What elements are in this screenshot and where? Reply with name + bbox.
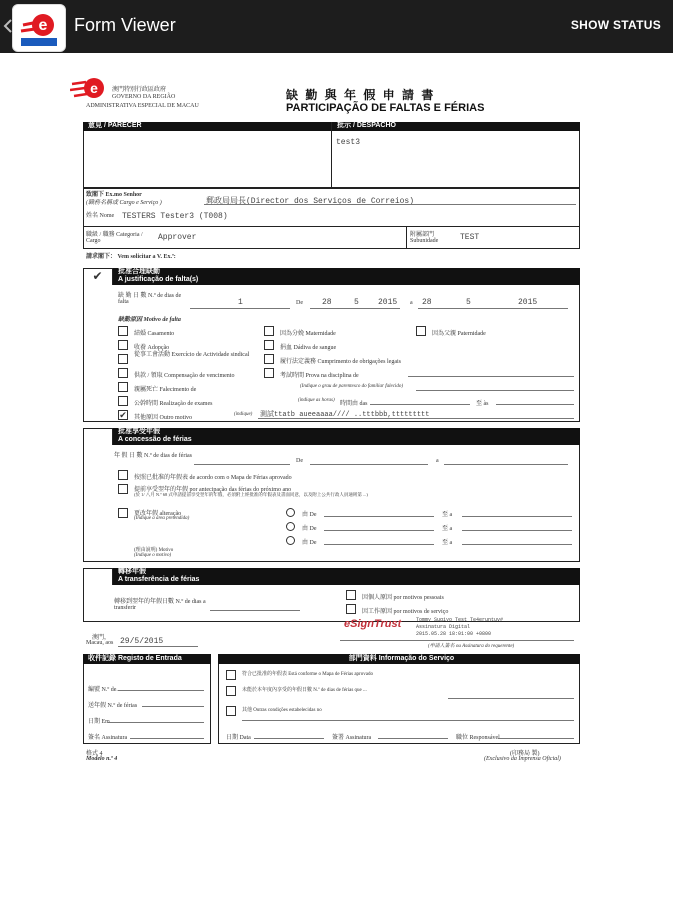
ferias-periodo-radio-2[interactable] xyxy=(286,522,295,531)
despacho-header: 批示 / DESPACHO xyxy=(332,122,580,131)
faltas-num-label: 缺 勤 日 數 N.º de dias de falta xyxy=(118,293,182,305)
ferias-periodo-a-1: 至 a xyxy=(442,512,453,518)
falta-falecimento-note: (Indique o grau de parentesco do familiar falecido) xyxy=(300,384,403,389)
servico-opt3-line xyxy=(242,720,574,721)
ferias-periodo-a-2: 至 a xyxy=(442,526,453,532)
falta-paternidade-checkbox[interactable] xyxy=(416,326,426,336)
transfer-servico-checkbox[interactable] xyxy=(346,604,356,614)
ferias-num-line xyxy=(194,464,290,465)
servico-opt3-label: 其他 Outras condições estabelecidas no xyxy=(242,708,322,713)
form-title-cn: 缺 勤 與 年 假 申 請 書 xyxy=(286,88,436,102)
ferias-periodo-de-1: 由 De xyxy=(302,512,317,518)
servico-box xyxy=(218,654,580,744)
falta-prova-label: 考試時間 Prova na disciplina de xyxy=(280,373,359,379)
transfer-header-pt: A transferência de férias xyxy=(113,576,580,585)
registo-line-1 xyxy=(118,690,204,691)
registo-line-2 xyxy=(142,706,204,707)
ferias-a-line xyxy=(444,464,568,465)
falta-falecimento-line xyxy=(416,390,574,391)
servico-assinatura-line xyxy=(378,738,448,739)
faltas-header-cn: 批准合理缺勤 xyxy=(113,268,580,276)
servico-data-line xyxy=(254,738,324,739)
subunidade-divider xyxy=(406,226,407,249)
ferias-periodo-de-2: 由 De xyxy=(302,526,317,532)
ferias-alteracao-note: (Indique a área pretendida) xyxy=(134,516,190,521)
faltas-header-pt: A justificação de falta(s) xyxy=(113,276,580,285)
imprensa-label: (Exclusivo da Imprensa Oficial) xyxy=(484,756,561,762)
date-value: 29/5/2015 xyxy=(120,637,164,646)
transfer-header-cn: 轉移年假 xyxy=(113,568,580,576)
transfer-num-label: 轉移到翌年的年假日數 N.º de dias a transferir xyxy=(114,599,206,611)
subunidade-label: 附屬部門 Subunidade xyxy=(410,232,439,244)
ferias-checkbox[interactable] xyxy=(83,428,113,445)
falta-prova-checkbox[interactable] xyxy=(264,368,274,378)
falta-maternidade-label: 因為分娩 Maternidade xyxy=(280,331,336,337)
faltas-num-line xyxy=(190,308,290,309)
emacau-logo-icon xyxy=(13,5,65,51)
ferias-antecipacao-checkbox[interactable] xyxy=(118,484,128,494)
person-divider xyxy=(83,226,580,227)
ferias-a-label: a xyxy=(436,458,439,464)
ferias-periodo-de-line-3 xyxy=(324,544,434,545)
exmo-label: 致閣下 Ex.mo Senhor xyxy=(86,192,142,198)
falta-obrigacoes-label: 履行法定義務 Cumprimento de obrigações legais xyxy=(280,359,401,365)
form-document xyxy=(78,62,583,772)
show-status-button[interactable]: SHOW STATUS xyxy=(570,18,661,32)
falta-vencimento-label: 供款 / 領取 Compensação de vencimento xyxy=(134,373,235,379)
app-logo[interactable] xyxy=(12,4,66,52)
modelo-label: Modelo n.º 4 xyxy=(86,756,118,762)
falta-falecimento-label: 親屬死亡 Falecimento de xyxy=(134,387,197,393)
falta-exames-note: (indique as horas) xyxy=(298,398,335,403)
falta-casamento-checkbox[interactable] xyxy=(118,326,128,336)
ferias-periodo-radio-1[interactable] xyxy=(286,508,295,517)
falta-outro-label: 其他原因 Outro motivo xyxy=(134,415,192,421)
faltas-num-value: 1 xyxy=(238,298,243,307)
cargo-label: (職務名稱或 Cargo e Serviço ) xyxy=(86,200,162,206)
falta-horas-line xyxy=(370,404,470,405)
falta-sindical-checkbox[interactable] xyxy=(118,354,128,364)
falta-adopcao-checkbox[interactable] xyxy=(118,340,128,350)
servico-header: 部門資料 Informação do Serviço xyxy=(218,654,580,664)
servico-data-label: 日期 Data xyxy=(226,735,251,741)
falta-obrigacoes-checkbox[interactable] xyxy=(264,354,274,364)
falta-prova-line xyxy=(408,376,574,377)
ferias-header-pt: A concessão de férias xyxy=(113,436,580,445)
cargo-line xyxy=(204,204,576,205)
svg-text:e: e xyxy=(38,17,48,34)
falta-as-label: 至 às xyxy=(476,401,489,407)
ferias-mapa-label: 按照已批准的年假表 de acordo com o Mapa de Férias aprovado xyxy=(134,475,292,481)
svg-text:e: e xyxy=(90,80,98,96)
signature-line xyxy=(340,640,574,641)
categoria-value: Approver xyxy=(158,233,197,242)
falta-vencimento-checkbox[interactable] xyxy=(118,368,128,378)
imprensa-cn: (印務局 製) xyxy=(510,751,540,757)
ferias-periodo-de-line-2 xyxy=(324,530,434,531)
falta-exames-checkbox[interactable] xyxy=(118,396,128,406)
falta-sangue-checkbox[interactable] xyxy=(264,340,274,350)
falta-paternidade-label: 因為父親 Paternidade xyxy=(432,331,486,337)
faltas-de-year: 2015 xyxy=(378,298,398,307)
date-label-cn: 澳門， xyxy=(92,635,111,641)
parecer-header: 意見 / PARECER xyxy=(83,122,332,131)
form-title-pt: PARTICIPAÇÃO DE FALTAS E FÉRIAS xyxy=(286,102,485,114)
servico-responsavel-label: 職位 Responsável xyxy=(456,735,500,741)
gov-name-cn: 澳門特別行政區政府 xyxy=(112,87,167,93)
falta-outro-note: (indique) xyxy=(234,412,253,417)
gov-name-pt2: ADMINISTRATIVA ESPECIAL DE MACAU xyxy=(86,103,199,109)
falta-exames-label: 公幹時間 Realização de exames xyxy=(134,401,213,407)
nome-label: 姓名 Nome xyxy=(86,213,115,219)
faltas-de-month: 5 xyxy=(354,298,359,307)
faltas-de-line xyxy=(310,308,400,309)
registo-header: 收件記錄 Registo de Entrada xyxy=(83,654,211,664)
falta-sangue-label: 捐血 Dádiva de sangue xyxy=(280,345,337,351)
ferias-periodo-de-line-1 xyxy=(324,516,434,517)
vem-solicitar: 請求閣下： Vem solicitar a V. Ex.ª: xyxy=(86,254,176,260)
ferias-header-cn: 批准享受年假 xyxy=(113,428,580,436)
transfer-checkbox[interactable] xyxy=(83,568,113,585)
signature-caption: (申請人簽名 ou Assinatura do requerente) xyxy=(428,644,515,649)
transfer-num-line xyxy=(210,610,300,611)
ferias-de-line xyxy=(310,464,428,465)
subunidade-value: TEST xyxy=(460,233,480,242)
falta-falecimento-checkbox[interactable] xyxy=(118,382,128,392)
servico-opt2-checkbox[interactable] xyxy=(226,686,236,696)
cargo-value: 郵政局局長(Director dos Serviços de Correios) xyxy=(206,197,415,206)
servico-opt1-checkbox[interactable] xyxy=(226,670,236,680)
esigntrust-logo: eSignTrust xyxy=(344,618,402,630)
transfer-servico-label: 因工作原因 por motivos de serviço xyxy=(362,609,449,615)
servico-responsavel-line xyxy=(498,738,574,739)
registo-line-4 xyxy=(130,738,204,739)
faltas-checkbox[interactable]: ✔ xyxy=(83,268,113,285)
categoria-label: 職級 / 職務 Categoria / Cargo xyxy=(86,232,143,244)
transfer-pessoais-label: 因個人原因 por motivos pessoais xyxy=(362,595,444,601)
ferias-periodo-a-3: 至 a xyxy=(442,540,453,546)
modelo-cn: 格式 4 xyxy=(86,751,103,757)
falta-casamento-label: 結婚 Casamento xyxy=(134,331,175,337)
falta-outro-value: 測試ttatb aueeaaaa//// ..tttbbb,ttttttttt xyxy=(260,411,430,419)
macau-emblem-icon xyxy=(70,72,108,104)
falta-horas-label: 時間由 das xyxy=(340,401,368,407)
faltas-de-label: De xyxy=(296,300,303,306)
signature-line2: Assinatura Digital xyxy=(416,624,471,630)
servico-opt2-label: 未能於本年度內享受的年假日數 N.º de dias de férias que ... xyxy=(242,688,367,693)
falta-adopcao-label: 收養 Adopção xyxy=(134,345,170,351)
ferias-periodo-radio-3[interactable] xyxy=(286,536,295,545)
ferias-motivo-note: (Indique o motivo) xyxy=(134,553,172,558)
ferias-antecipacao-label: 提前享受翌年的年假 por antecipação das férias do próximo ano xyxy=(134,487,292,493)
falta-as-line xyxy=(496,404,574,405)
faltas-motivo-label: 缺勤原因 Motivo de falta xyxy=(118,317,181,323)
registo-field-1: 編號 N.º de... xyxy=(88,687,121,693)
servico-opt1-label: 符合已批准的年假表 Está conforme o Mapa de Férias aprovado xyxy=(242,672,373,677)
servico-assinatura-label: 簽署 Assinatura xyxy=(332,735,372,741)
ferias-periodo-de-3: 由 De xyxy=(302,540,317,546)
ferias-antecipacao-note: (於 1/ 八月 N.º 68 式申請提前享受翌年的年假，必須附上經批准的年假表及書面同意，以及附上公共行政人員通則第 ...) xyxy=(134,492,368,497)
falta-maternidade-checkbox[interactable] xyxy=(264,326,274,336)
parecer-divider xyxy=(331,122,332,188)
falta-outro-line xyxy=(258,418,574,419)
faltas-a-month: 5 xyxy=(466,298,471,307)
nome-value: TESTERS Tester3 (T008) xyxy=(122,212,228,221)
falta-outro-checkbox[interactable]: ✔ xyxy=(119,410,127,420)
date-line xyxy=(118,646,198,647)
registo-box xyxy=(83,654,211,744)
servico-opt2-line xyxy=(448,698,574,699)
transfer-pessoais-checkbox[interactable] xyxy=(346,590,356,600)
faltas-a-line xyxy=(418,308,568,309)
faltas-de-day: 28 xyxy=(322,298,332,307)
ferias-periodo-a-line-3 xyxy=(462,544,572,545)
signature-line1: Tommy Sugiyo Test Te4eruntuv# xyxy=(416,617,504,623)
registo-line-3 xyxy=(108,722,204,723)
ferias-periodo-a-line-1 xyxy=(462,516,572,517)
ferias-motivo-label: (理由說明) Motivo xyxy=(134,548,174,553)
app-bar xyxy=(0,0,673,53)
ferias-de-label: De xyxy=(296,458,303,464)
registo-field-4: 簽名 Assinatura xyxy=(88,735,128,741)
ferias-mapa-checkbox[interactable] xyxy=(118,470,128,480)
ferias-num-label: 年 假 日 數 N.º de dias de férias xyxy=(114,453,193,459)
faltas-a-label: a xyxy=(410,300,413,306)
faltas-a-year: 2015 xyxy=(518,298,538,307)
ferias-alteracao-label: 更改年假 alteração xyxy=(134,511,182,517)
date-prefix: Macau, aos xyxy=(86,640,114,646)
ferias-periodo-a-line-2 xyxy=(462,530,572,531)
despacho-value: test3 xyxy=(336,138,361,147)
registo-field-2: 送年假 N.º de férias xyxy=(88,703,138,709)
faltas-a-day: 28 xyxy=(422,298,432,307)
registo-field-3: 日期 Em xyxy=(88,719,110,725)
signature-line3: 2015.05.28 18:01:00 +0800 xyxy=(416,631,492,637)
gov-name-pt1: GOVERNO DA REGIÃO xyxy=(112,94,176,100)
falta-sindical-label: 從事工會活動 Exercício de Actividade sindical xyxy=(134,352,250,358)
ferias-alteracao-checkbox[interactable] xyxy=(118,508,128,518)
servico-opt3-checkbox[interactable] xyxy=(226,706,236,716)
app-title: Form Viewer xyxy=(74,15,176,35)
